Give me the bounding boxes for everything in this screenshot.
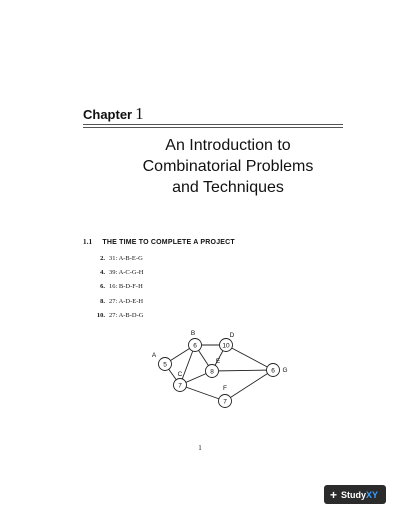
answer-text: 27: A-B-D-G	[109, 311, 144, 319]
title-line: An Introduction to	[165, 137, 291, 154]
node-value: 10	[222, 342, 230, 350]
list-item	[83, 298, 143, 312]
watermark-prefix: Study	[340, 489, 366, 500]
studyxy-watermark	[324, 485, 386, 504]
node-value: 6	[271, 367, 275, 375]
node-label: B	[190, 330, 196, 337]
list-item	[83, 255, 143, 269]
edge-d-g	[226, 345, 273, 370]
list-item	[83, 283, 143, 297]
answer-text: 27: A-D-E-H	[109, 297, 144, 305]
node-label: F	[223, 385, 227, 392]
title-line: and Techniques	[172, 179, 284, 196]
project-network-diagram	[140, 325, 300, 420]
node-label: D	[229, 332, 235, 339]
answer-text: 39: A-C-G-H	[109, 269, 144, 277]
chapter-title	[83, 135, 373, 198]
list-item	[83, 269, 143, 283]
heading-rule-top	[83, 124, 343, 125]
section-number: 1.1	[83, 238, 93, 246]
answer-list	[83, 255, 143, 326]
exercise-number: 8.	[100, 297, 105, 305]
node-value: 5	[163, 361, 167, 369]
graph-node-a	[152, 352, 172, 371]
node-label: E	[215, 358, 221, 365]
section-heading	[83, 238, 235, 246]
node-label: A	[151, 352, 157, 359]
chapter-label: Chapter	[83, 107, 133, 122]
title-line: Combinatorial Problems	[142, 158, 314, 175]
edge-e-g	[212, 370, 273, 371]
chapter-heading	[83, 104, 144, 124]
node-value: 7	[223, 398, 227, 406]
page-number: 1	[198, 444, 202, 452]
edge-c-f	[180, 385, 225, 401]
plus-icon: +	[329, 487, 337, 502]
graph-node-f	[219, 385, 232, 408]
edge-f-g	[225, 370, 273, 401]
node-label: G	[282, 367, 288, 374]
chapter-number: 1	[135, 104, 144, 123]
graph-node-g	[267, 364, 288, 377]
graph-node-e	[206, 358, 221, 378]
answer-text: 16: B-D-F-H	[109, 283, 143, 291]
exercise-number: 10.	[96, 311, 105, 319]
node-value: 8	[210, 368, 214, 376]
section-title: THE TIME TO COMPLETE A PROJECT	[102, 239, 235, 246]
exercise-number: 4.	[100, 269, 105, 277]
heading-rule-bottom	[83, 127, 343, 128]
watermark-suffix: XY	[365, 489, 378, 500]
node-label: C	[177, 371, 183, 378]
exercise-number: 2.	[100, 255, 105, 262]
exercise-number: 6.	[100, 283, 105, 291]
node-value: 7	[178, 382, 182, 390]
answer-text: 31: A-B-E-G	[109, 255, 143, 262]
node-value: 6	[193, 342, 197, 350]
list-item	[83, 312, 143, 326]
graph-node-b	[189, 330, 202, 352]
